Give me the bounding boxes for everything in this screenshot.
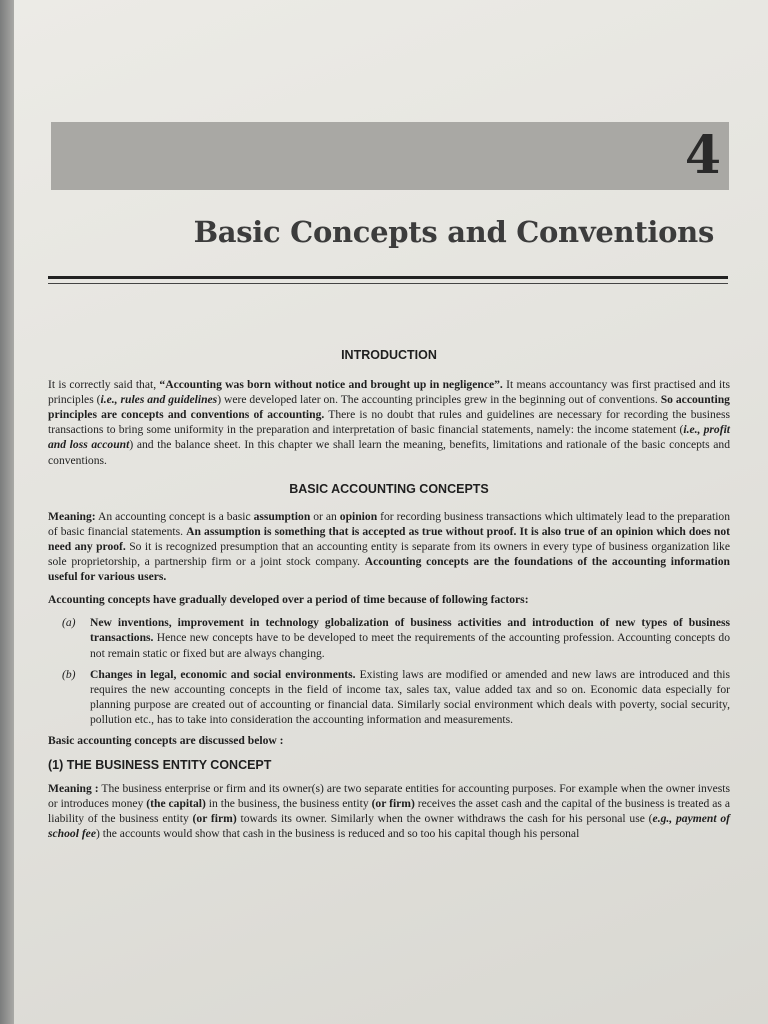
factors-intro-text: Accounting concepts have gradually developed over a period of time because of following factors: [48, 593, 529, 607]
text-run: Existing laws are modified or amended and new laws are introduced and this requires the new accounting concepts in the field of income tax, sales tax, value added tax and so on. Economic data especially for planning purpose are created out of accounting or financial data. Similarly social environment which deals with poverty, social security, pollution etc., has to take into consideration the accounting information and measurements. [90, 667, 730, 726]
chapter-number: 4 [684, 125, 721, 186]
text-run: Hence new concepts have to be developed to meet the requirements of the accounting profession. Accounting concepts do not remain static or fixed but are always changing. [90, 631, 730, 660]
meaning-paragraph [48, 509, 730, 584]
chapter-title: Basic Concepts and Conventions [193, 215, 714, 249]
introduction-paragraph [48, 377, 730, 468]
chapter-header-band [51, 122, 729, 190]
list-item [48, 615, 730, 660]
text-run: The business enterprise or firm and its owner(s) are two separate entities for accounting purposes. For example when the owner invests or introduces money [48, 782, 730, 811]
bold-run: An assumption is something that is accepted as true without proof. It is also true of an opinion which does not need any proof. [48, 524, 731, 553]
meaning-label: Meaning : [48, 782, 99, 796]
bold-run: New inventions, improvement in technology globalization of business activities and introduction of new types of business transactions. [90, 616, 730, 645]
text-run: ) were developed later on. The accounting principles grew in the beginning out of conventions. [217, 393, 661, 407]
chapter-body [48, 348, 730, 850]
text-run: towards its owner. Similarly when the owner withdraws the cash for his personal use ( [236, 812, 653, 826]
text-run: An accounting concept is a basic [95, 509, 254, 523]
introduction-heading: INTRODUCTION [341, 348, 437, 362]
business-entity-paragraph [48, 781, 730, 841]
title-rule-thin [48, 283, 728, 284]
bold-run: Changes in legal, economic and social environments. [90, 667, 356, 681]
bold-run: Accounting concepts are the foundations of the accounting information useful for various users. [48, 555, 730, 584]
discussed-below-text: Basic accounting concepts are discussed below : [48, 733, 284, 747]
text-run: for recording business transactions which ultimately lead to the preparation of basic financial statements. [48, 509, 731, 538]
text-run: ) the accounts would show that cash in the business is reduced and so too his capital though his personal [95, 827, 580, 841]
text-run: ) and the balance sheet. In this chapter we shall learn the meaning, benefits, limitations and rationale of the basic concepts and conventions. [48, 438, 730, 467]
list-item-body [90, 615, 730, 660]
bold-italic-run: i.e., profit and loss account [48, 423, 731, 452]
text-run: receives the asset cash and the capital of the business is treated as a liability of the business entity [48, 797, 730, 826]
bold-run: opinion [339, 509, 378, 523]
list-item-body [90, 667, 730, 727]
text-run: It is correctly said that, [48, 378, 160, 392]
page-gutter-shadow [0, 0, 14, 1024]
list-marker: (b) [62, 667, 76, 681]
bold-italic-run: e.g., payment of school fee [48, 812, 730, 841]
list-item [48, 667, 730, 727]
text-run: It means accountancy was first practised and its principles ( [48, 378, 730, 407]
bold-run: So accounting principles are concepts and conventions of accounting. [48, 393, 730, 422]
basic-concepts-heading: BASIC ACCOUNTING CONCEPTS [289, 481, 489, 496]
text-run: So it is recognized presumption that an accounting entity is separate from its owners in every type of business organization like sole proprietorship, a partnership firm or a joint stock company. [48, 539, 730, 569]
bold-run: assumption [253, 509, 311, 523]
text-run: There is no doubt that rules and guidelines are necessary for recording the business transactions to bring some uniformity in the preparation and interpretation of basic financial statements, namely: the income statement ( [48, 408, 730, 437]
business-entity-heading: (1) THE BUSINESS ENTITY CONCEPT [48, 758, 272, 773]
bold-run: (or firm) [371, 797, 415, 811]
text-run: in the business, the business entity [205, 797, 372, 811]
factors-list [48, 615, 730, 727]
book-page [14, 0, 768, 1024]
factors-intro [48, 592, 730, 607]
bold-run: (or firm) [192, 812, 237, 826]
text-run: or an [310, 509, 340, 523]
meaning-label: Meaning: [48, 509, 96, 523]
title-rule-thick [48, 276, 728, 279]
bold-run: (the capital) [146, 797, 206, 811]
bold-italic-run: i.e., rules and guidelines [100, 393, 218, 407]
list-marker: (a) [62, 616, 76, 630]
bold-run: “Accounting was born without notice and brought up in negligence”. [159, 378, 503, 392]
discussed-below [48, 733, 730, 748]
